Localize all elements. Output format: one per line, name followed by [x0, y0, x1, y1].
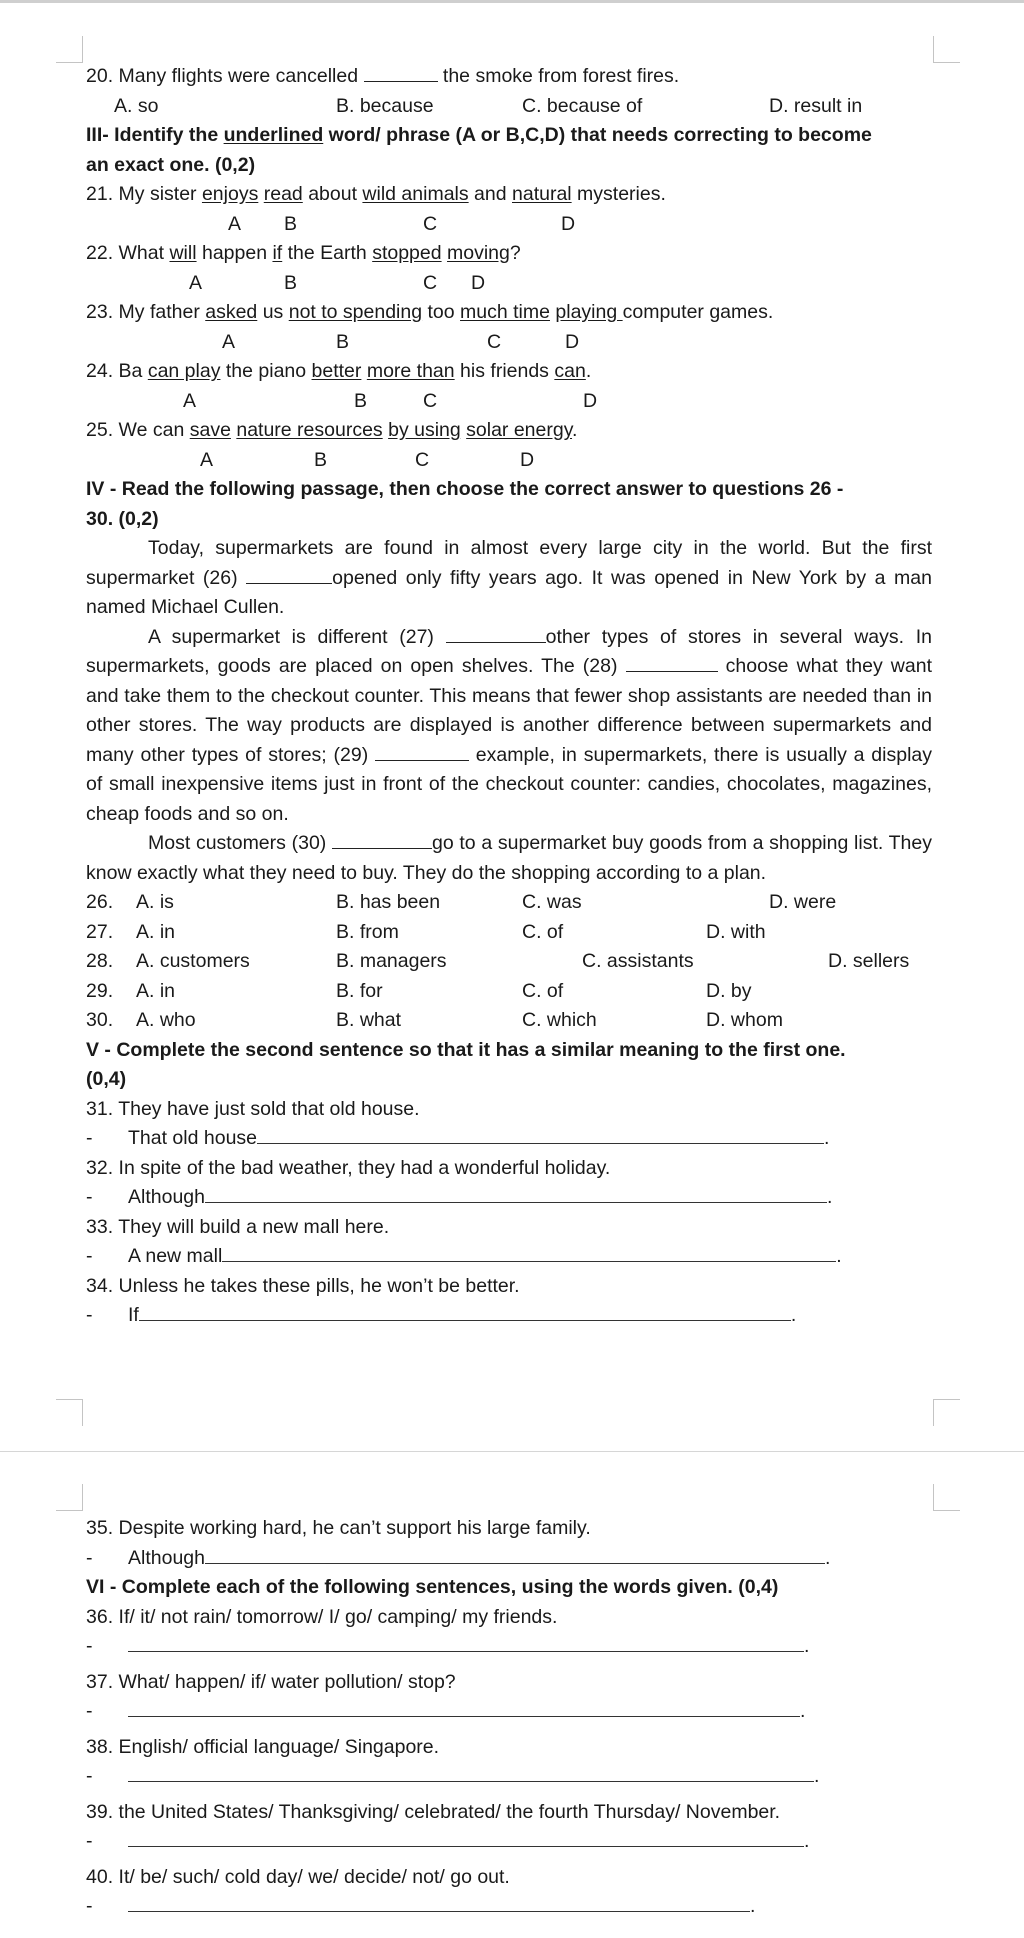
option-b: B. what — [336, 1009, 402, 1031]
question-text: the United States/ Thanksgiving/ celebrated/ the fourth Thursday/ November. — [118, 1800, 781, 1823]
crop-mark-top-right — [933, 1484, 960, 1511]
blank-28 — [626, 652, 718, 672]
underlined-b: better — [311, 360, 362, 382]
page-2-content — [86, 1514, 932, 1922]
passage-text: A supermarket is different (27) — [148, 625, 446, 648]
question-number: 24. — [86, 360, 114, 382]
option-d: D. by — [706, 979, 752, 1002]
answer-line-31 — [86, 1124, 932, 1154]
option-b: B. from — [336, 920, 399, 943]
dash: - — [86, 1635, 93, 1657]
text: My father — [118, 301, 206, 323]
question-number: 20. — [86, 65, 114, 87]
document-page-2 — [0, 1452, 1024, 1938]
question-number: 37. — [86, 1670, 114, 1693]
answer-line-32 — [86, 1183, 932, 1213]
section-5-heading: V - Complete the second sentence so that it has a similar meaning to the first one. — [86, 1038, 846, 1061]
question-text: Unless he takes these pills, he won’t be better. — [118, 1274, 520, 1297]
question-25 — [86, 416, 932, 446]
question-number: 36. — [86, 1605, 114, 1628]
question-text: Despite working hard, he can’t support his large family. — [118, 1517, 591, 1539]
option-d: D. with — [706, 920, 766, 943]
underlined-b: if — [272, 242, 283, 264]
question-text: In spite of the bad weather, they had a wonderful holiday. — [118, 1156, 611, 1179]
answer-row-30 — [86, 1006, 932, 1036]
answer-blank — [205, 1183, 827, 1203]
dash: - — [86, 1304, 93, 1326]
option-a: A. is — [136, 891, 174, 913]
letter-a: A — [189, 271, 203, 294]
question-text: It/ be/ such/ cold day/ we/ decide/ not/ go out. — [118, 1865, 510, 1888]
heading-text: word/ phrase (A or B,C,D) that needs correcting to become — [323, 124, 872, 146]
text: Ba — [118, 360, 148, 382]
question-number: 34. — [86, 1274, 114, 1297]
option-c: C. because of — [522, 94, 643, 117]
dash: - — [86, 1895, 93, 1917]
sentence-start: If — [128, 1304, 139, 1326]
underlined-c: stopped — [372, 242, 442, 264]
question-number: 29. — [86, 979, 114, 1002]
option-a: A. in — [136, 979, 176, 1002]
letter-a: A — [200, 448, 214, 471]
text: What — [118, 242, 170, 264]
passage-text: Most customers (30) — [148, 832, 332, 854]
section-3-heading-cont: an exact one. (0,2) — [86, 153, 256, 176]
answer-line-34 — [86, 1301, 932, 1331]
question-23 — [86, 298, 932, 328]
period: . — [814, 1765, 820, 1787]
question-number: 25. — [86, 419, 114, 441]
question-text: Many flights were cancelled — [118, 65, 359, 87]
answer-blank — [205, 1544, 825, 1564]
passage-text: example, in supermarkets, there is usually a display of small inexpensive items just in front of the checkout counter: candies, chocolates, magazines, cheap foods and so on. — [86, 743, 933, 825]
period: . — [836, 1245, 842, 1267]
option-b: B. for — [336, 979, 383, 1002]
underlined-a: can play — [147, 360, 221, 382]
passage-text: Today, supermarkets are found in almost every large city in the world. But the first supermarket (26) — [86, 537, 932, 589]
answer-line-35 — [86, 1544, 932, 1574]
answer-blank — [222, 1242, 836, 1262]
answer-blank — [128, 1892, 750, 1912]
passage-paragraph-2 — [86, 623, 932, 830]
letter-c: C — [423, 212, 438, 235]
answer-row-28 — [86, 947, 932, 977]
option-b: B. managers — [336, 950, 447, 972]
question-22-letters — [86, 269, 932, 299]
answer-blank — [257, 1124, 824, 1144]
option-c: C. was — [522, 891, 582, 913]
document-page-1 — [0, 3, 1024, 1451]
text: us — [257, 301, 289, 323]
period: . — [826, 1186, 833, 1208]
question-34 — [86, 1272, 932, 1302]
option-c: C. which — [522, 1009, 597, 1031]
option-a: A. customers — [136, 950, 250, 972]
crop-mark-top-left — [56, 1484, 83, 1511]
answer-line-37 — [86, 1697, 932, 1727]
question-number: 26. — [86, 891, 114, 913]
option-c: C. of — [522, 920, 564, 943]
section-4-heading-cont: 30. (0,2) — [86, 507, 159, 530]
dash: - — [86, 1765, 93, 1787]
letter-b: B — [284, 271, 298, 294]
answer-row-27 — [86, 918, 932, 948]
question-36 — [86, 1603, 932, 1633]
letter-d: D — [561, 212, 576, 235]
answer-line-36 — [86, 1632, 932, 1662]
sentence-start: Although — [128, 1546, 205, 1569]
question-number: 32. — [86, 1156, 114, 1179]
text: . — [572, 419, 578, 441]
section-4-heading: IV - Read the following passage, then choose the correct answer to questions 26 - — [86, 478, 844, 500]
text: and — [468, 183, 512, 205]
text: happen — [196, 242, 273, 264]
blank-30 — [332, 829, 432, 849]
section-3-heading — [86, 121, 932, 151]
letter-b: B — [284, 212, 298, 235]
question-24 — [86, 357, 932, 387]
question-number: 22. — [86, 242, 114, 264]
question-23-letters — [86, 328, 932, 358]
passage-text: opened only fifty years ago. It was opened in New York by a man named Michael Cullen. — [86, 566, 932, 618]
crop-mark-bottom-right — [933, 1399, 960, 1426]
question-32 — [86, 1154, 932, 1184]
question-38 — [86, 1733, 932, 1763]
letter-b: B — [354, 389, 368, 412]
option-b: B. has been — [336, 891, 441, 913]
letter-a: A — [222, 330, 236, 353]
option-a: A. who — [136, 1009, 196, 1031]
question-number: 38. — [86, 1735, 114, 1758]
question-20-options — [86, 92, 932, 122]
question-number: 39. — [86, 1800, 114, 1823]
underlined-c: by using — [388, 419, 461, 441]
option-b: B. because — [336, 94, 434, 117]
option-d: D. whom — [706, 1009, 783, 1031]
underlined-a: asked — [205, 301, 258, 323]
text: the Earth — [282, 242, 373, 264]
question-text: the smoke from forest fires. — [442, 65, 680, 87]
option-d: D. result in — [769, 94, 863, 117]
option-a: A. in — [136, 920, 176, 943]
underlined-a: save — [189, 419, 231, 441]
question-number: 30. — [86, 1009, 114, 1031]
question-20 — [86, 62, 932, 92]
letter-c: C — [415, 448, 430, 471]
period: . — [824, 1546, 831, 1569]
crop-mark-top-right — [933, 36, 960, 63]
passage-paragraph-1 — [86, 534, 932, 623]
sentence-start: Although — [128, 1186, 205, 1208]
question-25-letters — [86, 446, 932, 476]
answer-blank — [128, 1827, 804, 1847]
answer-blank — [128, 1697, 800, 1717]
question-21-letters — [86, 210, 932, 240]
underlined-c: wild animals — [362, 183, 469, 205]
letter-d: D — [520, 448, 535, 471]
question-text: They have just sold that old house. — [118, 1097, 420, 1120]
underlined-d: can — [554, 360, 586, 382]
answer-row-29 — [86, 977, 932, 1007]
question-text: They will build a new mall here. — [118, 1215, 390, 1238]
option-c: C. of — [522, 979, 564, 1002]
option-d: D. were — [769, 891, 837, 913]
heading-underlined-word: underlined — [223, 124, 324, 146]
text: . — [585, 360, 592, 382]
question-37 — [86, 1668, 932, 1698]
question-39 — [86, 1798, 932, 1828]
answer-row-26 — [86, 888, 932, 918]
answer-blank — [128, 1762, 814, 1782]
question-number: 21. — [86, 183, 114, 205]
letter-d: D — [471, 271, 486, 294]
underlined-b: not to spending — [288, 301, 423, 323]
underlined-a: will — [169, 242, 197, 264]
answer-line-40 — [86, 1892, 932, 1922]
period: . — [800, 1700, 806, 1722]
question-number: 23. — [86, 301, 114, 323]
period: . — [790, 1304, 797, 1326]
question-number: 33. — [86, 1215, 114, 1238]
question-text: What/ happen/ if/ water pollution/ stop? — [118, 1670, 456, 1693]
period: . — [804, 1830, 810, 1852]
question-number: 27. — [86, 920, 114, 943]
letter-c: C — [487, 330, 502, 353]
crop-mark-top-left — [56, 36, 83, 63]
dash: - — [86, 1245, 93, 1267]
text: the piano — [220, 360, 312, 382]
option-a: A. so — [114, 94, 159, 117]
option-d: D. sellers — [828, 950, 910, 972]
question-number: 35. — [86, 1517, 114, 1539]
heading-text: III- Identify the — [86, 124, 224, 146]
answer-blank — [139, 1301, 791, 1321]
letter-c: C — [423, 389, 438, 412]
text: computer games. — [622, 301, 774, 323]
passage-text: choose what they want and take them to the checkout counter. This means that fewer shop assistants are needed than in other stores. The way products are displayed is another difference between supermarkets and many other types of stores; (29) — [86, 655, 932, 766]
letter-a: A — [183, 389, 197, 412]
text: My sister — [118, 183, 202, 205]
question-31 — [86, 1095, 932, 1125]
answer-line-38 — [86, 1762, 932, 1792]
passage-paragraph-3 — [86, 829, 932, 888]
section-5-heading-cont: (0,4) — [86, 1068, 127, 1090]
answer-line-39 — [86, 1827, 932, 1857]
letter-c: C — [423, 271, 438, 294]
underlined-d: natural — [512, 183, 572, 205]
blank-27 — [446, 623, 546, 643]
text: mysteries. — [571, 183, 666, 205]
underlined-b: nature resources — [236, 419, 383, 441]
letter-b: B — [314, 448, 328, 471]
question-24-letters — [86, 387, 932, 417]
underlined-d: moving — [447, 242, 510, 264]
letter-b: B — [336, 330, 350, 353]
dash: - — [86, 1127, 93, 1149]
underlined-b: read — [263, 183, 303, 205]
question-35 — [86, 1514, 932, 1544]
question-number: 31. — [86, 1097, 114, 1120]
letter-a: A — [228, 212, 242, 235]
text: ? — [509, 242, 521, 264]
dash: - — [86, 1700, 93, 1722]
underlined-c: more than — [366, 360, 455, 382]
section-6-heading: VI - Complete each of the following sentences, using the words given. (0,4) — [86, 1576, 779, 1598]
question-22 — [86, 239, 932, 269]
passage-text: go to a supermarket buy goods from a shopping list. They know exactly what they need to buy. They do the shopping according to a plan. — [86, 832, 932, 884]
page-1-content — [86, 62, 932, 1331]
answer-blank — [364, 62, 438, 82]
dash: - — [86, 1830, 93, 1852]
underlined-c: much time — [460, 301, 550, 323]
period: . — [750, 1895, 756, 1917]
question-40 — [86, 1863, 932, 1893]
sentence-start: A new mall — [128, 1245, 223, 1267]
question-text: If/ it/ not rain/ tomorrow/ I/ go/ camping/ my friends. — [118, 1605, 558, 1628]
dash: - — [86, 1546, 93, 1569]
underlined-a: enjoys — [201, 183, 259, 205]
question-number: 40. — [86, 1865, 114, 1888]
question-21 — [86, 180, 932, 210]
underlined-d: playing — [555, 301, 623, 323]
question-text: English/ official language/ Singapore. — [118, 1735, 440, 1758]
period: . — [804, 1635, 810, 1657]
answer-blank — [128, 1632, 804, 1652]
passage-text: other types of stores in several ways. In supermarkets, goods are placed on open shelves. The (28) — [86, 625, 932, 677]
text: about — [302, 183, 363, 205]
underlined-d: solar energy — [466, 419, 573, 441]
dash: - — [86, 1186, 93, 1208]
letter-d: D — [565, 330, 580, 353]
text: too — [422, 301, 461, 323]
sentence-start: That old house — [128, 1127, 258, 1149]
answer-line-33 — [86, 1242, 932, 1272]
option-c: C. assistants — [582, 950, 694, 972]
question-number: 28. — [86, 950, 114, 972]
crop-mark-bottom-left — [56, 1399, 83, 1426]
text: We can — [118, 419, 190, 441]
blank-26 — [246, 564, 332, 584]
question-33 — [86, 1213, 932, 1243]
period: . — [824, 1127, 830, 1149]
letter-d: D — [583, 389, 598, 412]
blank-29 — [375, 741, 469, 761]
text: his friends — [454, 360, 555, 382]
